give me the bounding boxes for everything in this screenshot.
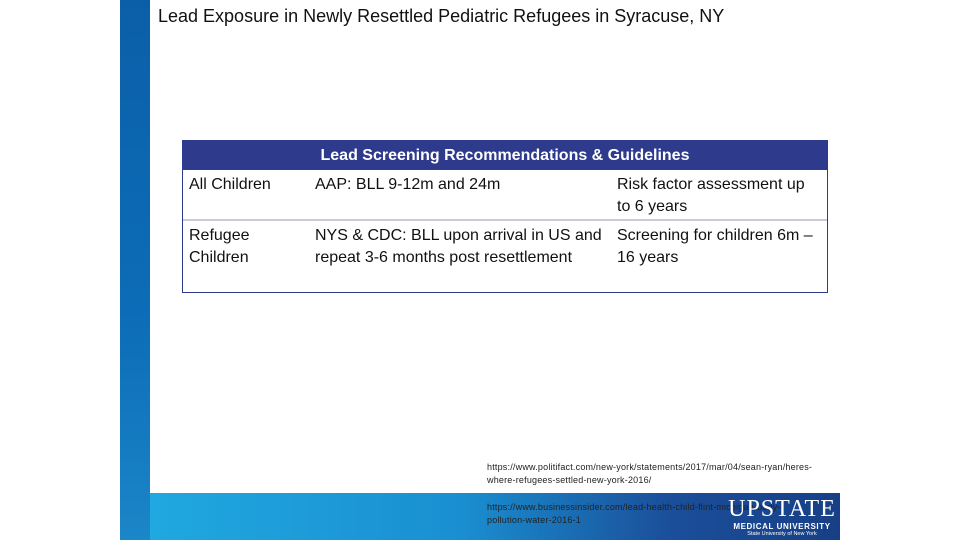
guidelines-table: [182, 140, 828, 293]
upstate-logo: [728, 496, 836, 538]
table-cell-recommendation: NYS & CDC: BLL upon arrival in US and repeat 3-6 months post resettlement: [315, 227, 602, 266]
logo-subtitle: MEDICAL UNIVERSITY: [733, 522, 831, 531]
table-cell-group: All Children: [189, 176, 271, 193]
logo-tagline: State University of New York: [747, 531, 817, 537]
slide-title: Lead Exposure in Newly Resettled Pediatric Refugees in Syracuse, NY: [158, 6, 725, 26]
table-row: [183, 170, 827, 221]
table-cell-screening: Risk factor assessment up to 6 years: [617, 176, 805, 215]
table-header: Lead Screening Recommendations & Guidelines: [183, 140, 827, 170]
logo-name: UPSTATE: [728, 496, 836, 522]
table-row: [183, 221, 827, 292]
left-accent-bar: [120, 0, 150, 540]
table-cell-group: Refugee Children: [189, 227, 250, 266]
table-cell-screening: Screening for children 6m – 16 years: [617, 227, 813, 266]
table-cell-recommendation: AAP: BLL 9-12m and 24m: [315, 176, 501, 193]
reference-link[interactable]: https://www.politifact.com/new-york/statements/2017/mar/04/sean-ryan/heres-where-refugees-settled-new-york-2016/: [487, 462, 813, 485]
reference-link[interactable]: https://www.businessinsider.com/lead-health-child-flint-michigan-body-pollution-water-2016-1: [487, 502, 781, 525]
